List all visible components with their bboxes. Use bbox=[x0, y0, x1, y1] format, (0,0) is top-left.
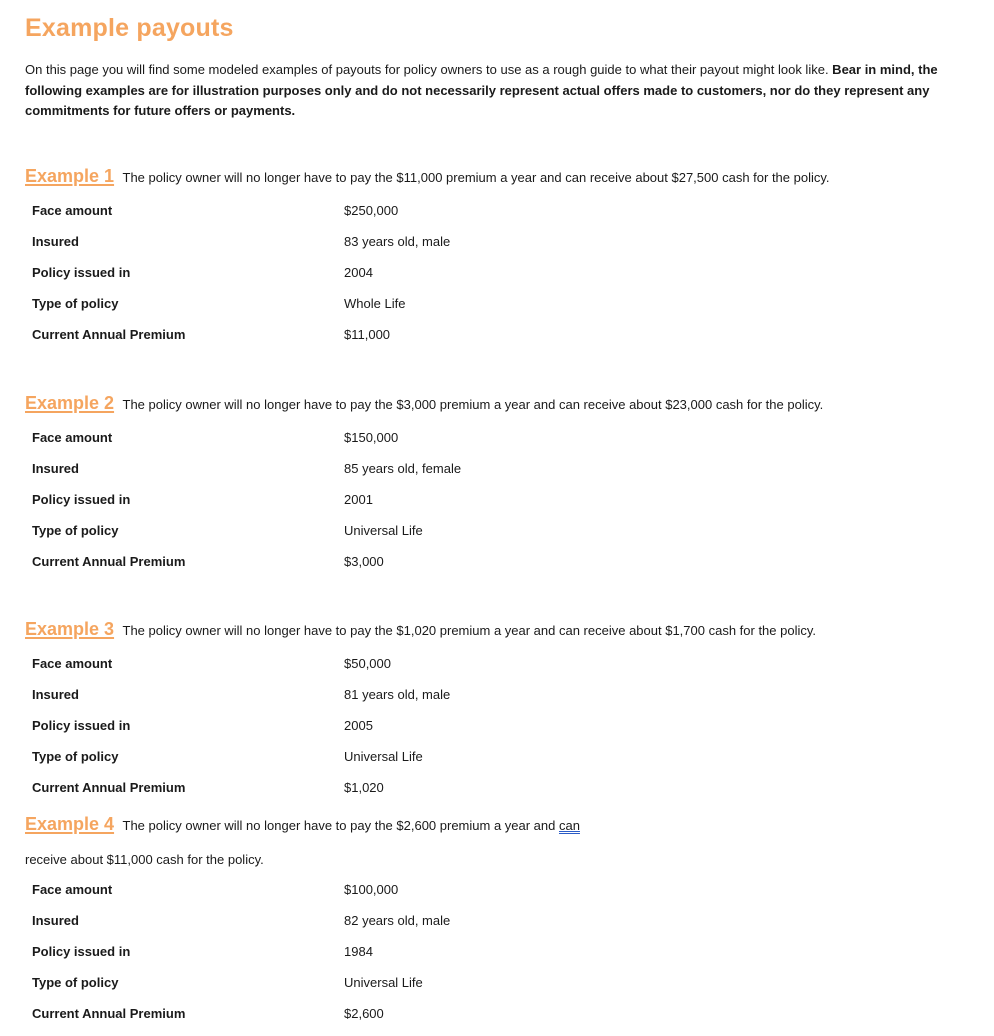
detail-row-face-amount bbox=[25, 422, 975, 453]
detail-value: $250,000 bbox=[344, 203, 399, 218]
detail-row-policy-issued bbox=[25, 710, 975, 741]
detail-row-policy-type bbox=[25, 515, 975, 546]
grammar-flagged-word[interactable]: can bbox=[559, 818, 580, 833]
detail-value: Universal Life bbox=[344, 749, 423, 764]
example-details-table bbox=[25, 648, 975, 803]
detail-label: Current Annual Premium bbox=[32, 780, 186, 795]
detail-row-policy-type bbox=[25, 741, 975, 772]
example-details-table bbox=[25, 422, 975, 577]
detail-value: Whole Life bbox=[344, 296, 406, 311]
detail-row-face-amount bbox=[25, 874, 975, 905]
detail-row-annual-premium bbox=[25, 319, 975, 350]
detail-value: 2004 bbox=[344, 265, 373, 280]
intro-paragraph bbox=[25, 60, 975, 122]
example-section bbox=[25, 814, 975, 1029]
example-title: Example 3 bbox=[25, 619, 115, 639]
detail-label: Policy issued in bbox=[32, 492, 131, 507]
detail-value: $1,020 bbox=[344, 780, 384, 795]
detail-label: Face amount bbox=[32, 882, 113, 897]
detail-value: $3,000 bbox=[344, 554, 384, 569]
example-title: Example 1 bbox=[25, 166, 115, 186]
example-header bbox=[25, 814, 975, 838]
detail-row-annual-premium bbox=[25, 772, 975, 803]
example-description: The policy owner will no longer have to pay the $1,020 premium a year and can receive about $1,700 cash for the policy. bbox=[122, 623, 817, 638]
detail-row-insured bbox=[25, 226, 975, 257]
detail-value: $11,000 bbox=[344, 327, 391, 342]
detail-value: $100,000 bbox=[344, 882, 399, 897]
detail-value: 2001 bbox=[344, 492, 373, 507]
example-details-table bbox=[25, 874, 975, 1029]
detail-row-insured bbox=[25, 679, 975, 710]
example-details-table bbox=[25, 195, 975, 350]
example-header bbox=[25, 393, 975, 417]
detail-row-face-amount bbox=[25, 195, 975, 226]
detail-value: 85 years old, female bbox=[344, 461, 462, 476]
detail-label: Type of policy bbox=[32, 975, 119, 990]
detail-label: Type of policy bbox=[32, 296, 119, 311]
detail-label: Current Annual Premium bbox=[32, 554, 186, 569]
example-description: The policy owner will no longer have to pay the $11,000 premium a year and can receive about $27,500 cash for the policy. bbox=[122, 170, 830, 185]
example-header bbox=[25, 166, 975, 190]
detail-value: 82 years old, male bbox=[344, 913, 451, 928]
detail-row-annual-premium bbox=[25, 998, 975, 1029]
detail-label: Policy issued in bbox=[32, 944, 131, 959]
description-text: The policy owner will no longer have to pay the $2,600 premium a year and bbox=[122, 818, 559, 833]
detail-value: 2005 bbox=[344, 718, 373, 733]
detail-row-face-amount bbox=[25, 648, 975, 679]
example-section bbox=[25, 166, 975, 350]
example-header bbox=[25, 619, 975, 643]
detail-label: Insured bbox=[32, 461, 79, 476]
detail-label: Current Annual Premium bbox=[32, 327, 186, 342]
detail-label: Face amount bbox=[32, 430, 113, 445]
detail-label: Policy issued in bbox=[32, 265, 131, 280]
intro-disclaimer: Bear in mind, the following examples are for illustration purposes only and do not necessarily represent actual offers made to customers, nor do they represent any commitments for future offers or payments. bbox=[25, 62, 938, 118]
detail-value: $150,000 bbox=[344, 430, 399, 445]
detail-row-insured bbox=[25, 453, 975, 484]
detail-label: Insured bbox=[32, 234, 79, 249]
detail-row-policy-type bbox=[25, 288, 975, 319]
intro-text: On this page you will find some modeled examples of payouts for policy owners to use as a rough guide to what their payout might look like. bbox=[25, 62, 829, 77]
detail-label: Policy issued in bbox=[32, 718, 131, 733]
detail-label: Current Annual Premium bbox=[32, 1006, 186, 1021]
detail-row-policy-issued bbox=[25, 257, 975, 288]
detail-value: Universal Life bbox=[344, 975, 423, 990]
page-title: Example payouts bbox=[25, 14, 234, 42]
detail-row-annual-premium bbox=[25, 546, 975, 577]
detail-row-insured bbox=[25, 905, 975, 936]
detail-label: Type of policy bbox=[32, 749, 119, 764]
example-section bbox=[25, 393, 975, 577]
detail-label: Insured bbox=[32, 687, 79, 702]
detail-value: 81 years old, male bbox=[344, 687, 451, 702]
example-description-continued: receive about $11,000 cash for the policy. bbox=[25, 852, 264, 867]
detail-value: Universal Life bbox=[344, 523, 423, 538]
detail-value: 83 years old, male bbox=[344, 234, 451, 249]
detail-label: Face amount bbox=[32, 656, 113, 671]
detail-value: $50,000 bbox=[344, 656, 391, 671]
example-description: The policy owner will no longer have to pay the $3,000 premium a year and can receive about $23,000 cash for the policy. bbox=[122, 397, 824, 412]
detail-label: Face amount bbox=[32, 203, 113, 218]
detail-row-policy-issued bbox=[25, 484, 975, 515]
example-section bbox=[25, 619, 975, 803]
detail-row-policy-issued bbox=[25, 936, 975, 967]
detail-value: $2,600 bbox=[344, 1006, 384, 1021]
detail-label: Type of policy bbox=[32, 523, 119, 538]
detail-row-policy-type bbox=[25, 967, 975, 998]
example-title: Example 4 bbox=[25, 814, 115, 834]
example-title: Example 2 bbox=[25, 393, 115, 413]
detail-label: Insured bbox=[32, 913, 79, 928]
detail-value: 1984 bbox=[344, 944, 373, 959]
example-description bbox=[123, 818, 580, 833]
